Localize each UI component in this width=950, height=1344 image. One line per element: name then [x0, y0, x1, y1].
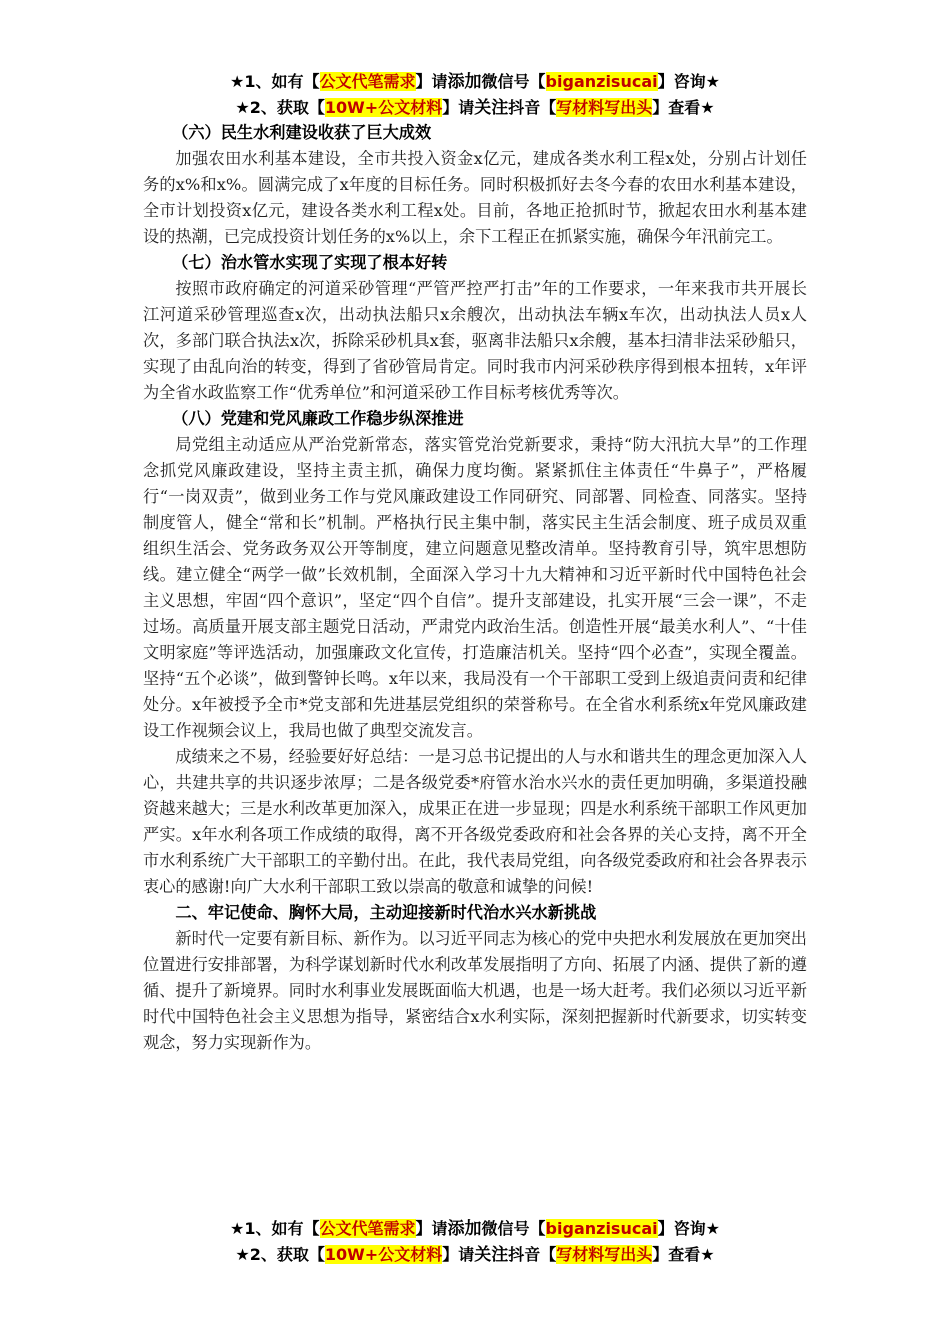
banner-emphasis: 添加 — [447, 1219, 482, 1239]
banner-highlight: 写材料写出头 — [556, 98, 653, 117]
section-heading-8: （八）党建和党风廉政工作稳步纵深推进 — [172, 409, 464, 428]
banner-highlight: 10W+公文材料 — [324, 1245, 443, 1264]
banner-line-1 — [0, 1216, 950, 1242]
banner-highlight: biganzisucai — [545, 1219, 658, 1238]
paragraph-summary: 成绩来之不易，经验要好好总结：一是习总书记提出的人与水和谐共生的理念更加深入人心，共建共享的共识逐步浓厚；二是各级党委*府管水治水兴水的责任更加明确，多渠道投融资越来越大；三是水利改革更加深入，成果正在进一步显现；四是水利系统干部职工作风更加严实。x年水利各项工作成绩的取得，离不开各级党委政府和社会各界的关心支持，离不开全市水利系统广大干部职工的辛勤付出。在此，我代表局党组，向各级党委政府和社会各界表示衷心的感谢!向广大水利干部职工致以崇高的敬意和诚挚的问候! — [143, 747, 807, 896]
chapter-heading-2: 二、牢记使命、胸怀大局，主动迎接新时代治水兴水新挑战 — [175, 903, 597, 922]
banner-text: 】请 — [415, 72, 448, 91]
banner-text: ★1、如有【 — [230, 1219, 320, 1238]
banner-highlight: 10W+公文材料 — [324, 98, 443, 117]
banner-emphasis: 关注 — [474, 1245, 509, 1265]
banner-text: ★2、获取【 — [235, 98, 325, 117]
banner-emphasis: 添加 — [447, 72, 482, 92]
paragraph-7: 按照市政府确定的河道采砂管理“严管严控严打击”年的工作要求，一年来我市共开展长江河道采砂管理巡查x次，出动执法船只x余艘次，出动执法车辆x车次，出动执法人员x人次，多部门联合执法x次，拆除采砂机具x套，驱离非法船只x余艘，基本扫清非法采砂船只，实现了由乱向治的转变，得到了省砂管局肯定。同时我市内河采砂秩序得到根本扭转，x年评为全省水政监察工作“优秀单位”和河道采砂工作目标考核优秀等次。 — [143, 279, 807, 402]
top-banner — [0, 69, 950, 121]
banner-highlight: 公文代笔需求 — [319, 72, 416, 91]
banner-highlight: 公文代笔需求 — [319, 1219, 416, 1238]
banner-line-2 — [0, 95, 950, 121]
banner-text: 微信号【 — [481, 72, 546, 91]
section-heading-6: （六）民生水利建设收获了巨大成效 — [172, 123, 432, 142]
bottom-banner — [0, 1216, 950, 1268]
paragraph-8: 局党组主动适应从严治党新常态，落实管党治党新要求，秉持“防大汛抗大旱”的工作理念抓党风廉政建设，坚持主责主抓，确保力度均衡。紧紧抓住主体责任“牛鼻子”，严格履行“一岗双责”，做到业务工作与党风廉政建设工作同研究、同部署、同检查、同落实。坚持制度管人，健全“常和长”机制。严格执行民主集中制，落实民主生活会制度、班子成员双重组织生活会、党务政务双公开等制度，建立问题意见整改清单。坚持教育引导，筑牢思想防线。建立健全“两学一做”长效机制，全面深入学习十九大精神和习近平新时代中国特色社会主义思想，牢固“四个意识”，坚定“四个自信”。提升支部建设，扎实开展“三会一课”，不走过场。高质量开展支部主题党日活动，严肃党内政治生活。创造性开展“最美水利人”、“十佳文明家庭”等评选活动，加强廉政文化宣传，打造廉洁机关。坚持“四个必查”，实现全覆盖。坚持“五个必谈”，做到警钟长鸣。x年以来，我局没有一个干部职工受到上级追责问责和纪律处分。x年被授予全市*党支部和先进基层党组织的荣誉称号。在全省水利系统x年党风廉政建设工作视频会议上，我局也做了典型交流发言。 — [143, 435, 807, 740]
banner-line-2 — [0, 1242, 950, 1268]
banner-text: 】咨询★ — [657, 1219, 720, 1238]
banner-emphasis: 关注 — [474, 98, 509, 118]
banner-text: 】查看★ — [652, 98, 715, 117]
banner-text: 微信号【 — [481, 1219, 546, 1238]
banner-text: 】咨询★ — [657, 72, 720, 91]
banner-text: 抖音【 — [508, 1245, 557, 1264]
banner-text: 抖音【 — [508, 98, 557, 117]
banner-text: 】查看★ — [652, 1245, 715, 1264]
section-heading-7: （七）治水管水实现了实现了根本好转 — [172, 253, 448, 272]
banner-highlight: biganzisucai — [545, 72, 658, 91]
document-body — [143, 120, 807, 1056]
paragraph-6: 加强农田水利基本建设，全市共投入资金x亿元，建成各类水利工程x处，分别占计划任务的x%和x%。圆满完成了x年度的目标任务。同时积极抓好去冬今春的农田水利基本建设，全市计划投资x亿元，建设各类水利工程x处。目前，各地正抢抓时节，掀起农田水利基本建设的热潮，已完成投资计划任务的x%以上，余下工程正在抓紧实施，确保今年汛前完工。 — [143, 149, 807, 246]
banner-text: ★2、获取【 — [235, 1245, 325, 1264]
paragraph-new-era: 新时代一定要有新目标、新作为。以习近平同志为核心的党中央把水利发展放在更加突出位置进行安排部署，为科学谋划新时代水利改革发展指明了方向、拓展了内涵、提供了新的遵循、提升了新境界。同时水利事业发展既面临大机遇，也是一场大赶考。我们必须以习近平新时代中国特色社会主义思想为指导，紧密结合x水利实际，深刻把握新时代新要求，切实转变观念，努力实现新作为。 — [143, 929, 807, 1052]
banner-text: 】请 — [442, 98, 475, 117]
banner-highlight: 写材料写出头 — [556, 1245, 653, 1264]
banner-text: ★1、如有【 — [230, 72, 320, 91]
banner-line-1 — [0, 69, 950, 95]
banner-text: 】请 — [442, 1245, 475, 1264]
banner-text: 】请 — [415, 1219, 448, 1238]
